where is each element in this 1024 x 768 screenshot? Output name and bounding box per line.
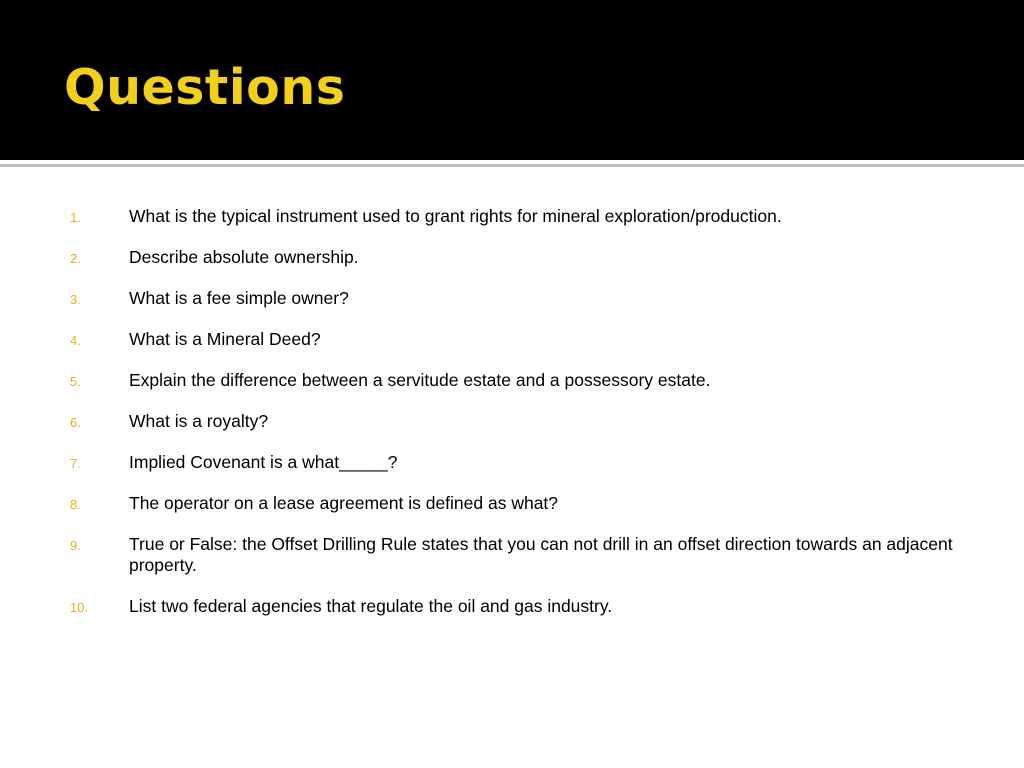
question-item [0,247,1024,268]
question-text: The operator on a lease agreement is defined as what? [129,493,559,513]
question-item [0,534,1024,576]
question-number: 1. [70,210,81,225]
question-item [0,411,1024,432]
question-item [0,452,1024,473]
question-item [0,493,1024,514]
title-bar [0,0,1024,160]
question-number: 4. [70,333,81,348]
question-item [0,370,1024,391]
question-text: What is a royalty? [129,411,269,431]
question-item [0,596,1024,617]
question-text: What is a Mineral Deed? [129,329,321,349]
question-number: 10. [70,600,89,615]
question-item [0,206,1024,227]
question-text: What is the typical instrument used to grant rights for mineral exploration/production. [129,206,782,226]
divider-line-top [0,160,1024,163]
question-number: 8. [70,497,81,512]
question-number: 2. [70,251,81,266]
question-number: 7. [70,456,81,471]
question-text: True or False: the Offset Drilling Rule states that you can not drill in an offset direction towards an adjacent property. [129,534,953,575]
question-text: Describe absolute ownership. [129,247,359,267]
question-number: 5. [70,374,81,389]
question-text: What is a fee simple owner? [129,288,349,308]
question-number: 3. [70,292,81,307]
question-list [0,206,1024,637]
question-text: Explain the difference between a servitude estate and a possessory estate. [129,370,711,390]
question-text: Implied Covenant is a what_____? [129,452,398,472]
question-text: List two federal agencies that regulate the oil and gas industry. [129,596,613,616]
question-item [0,288,1024,309]
question-number: 6. [70,415,81,430]
slide-title: Questions [64,59,346,116]
question-item [0,329,1024,350]
divider-line-bottom [0,164,1024,167]
question-number: 9. [70,538,81,553]
